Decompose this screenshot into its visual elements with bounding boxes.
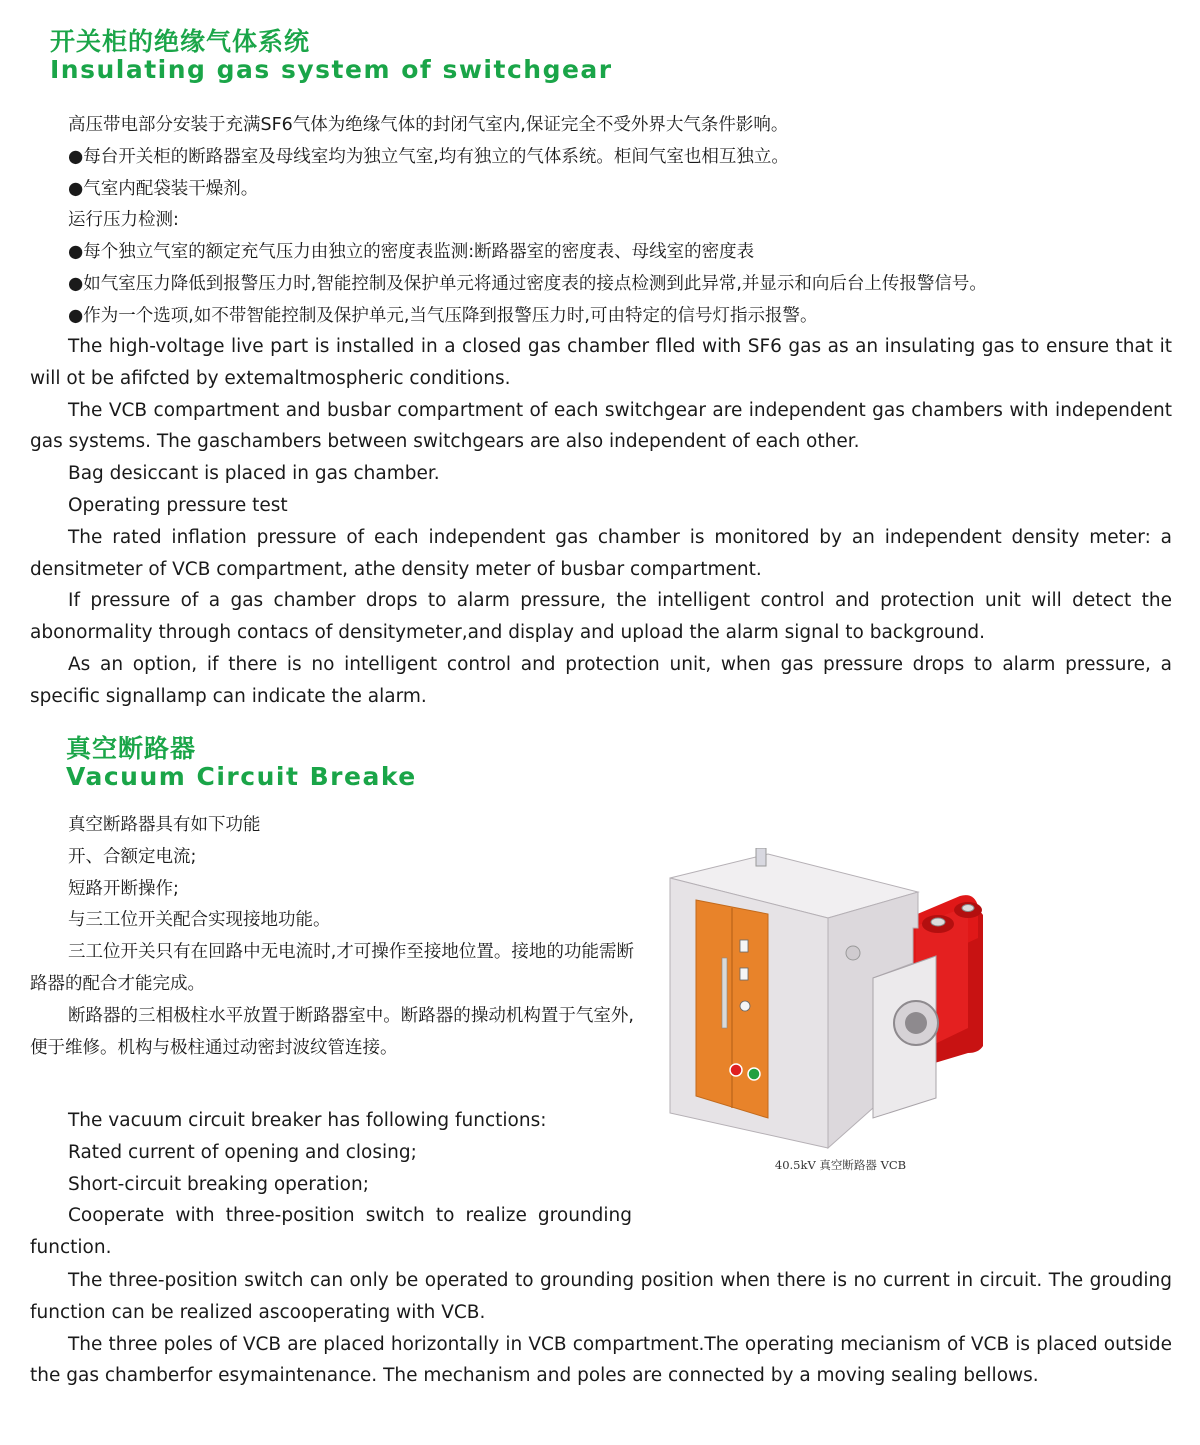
paragraph: Cooperate with three-position switch to realize grounding function.: [30, 1205, 632, 1259]
text-line: 短路开断操作;: [68, 878, 179, 899]
text-line: 断路器的三相极柱水平放置于断路器室中。断路器的操动机构置于气室外,便于维修。机构与极柱通过动密封波纹管连接。: [30, 1005, 634, 1058]
paragraph: The VCB compartment and busbar compartment of each switchgear are independent gas chambers with independent gas systems. The gaschambers between switchgears are also independent of each other.: [30, 399, 1172, 453]
paragraph: The three poles of VCB are placed horizontally in VCB compartment.The operating mecianism of VCB is placed outside the gas chamberfor esymaintenance. The mechanism and poles are connected by a moving sealing bellows.: [30, 1333, 1172, 1387]
paragraph: Operating pressure test: [68, 494, 288, 516]
paragraph: Bag desiccant is placed in gas chamber.: [68, 463, 440, 485]
figure-caption: 40.5kV 真空断路器 VCB: [774, 1158, 907, 1172]
paragraph: The rated inflation pressure of each independent gas chamber is monitored by an independent density meter: a densitmeter of VCB compartment, athe density meter of busbar compartment.: [30, 526, 1172, 580]
vcb-product-image: [668, 848, 983, 1150]
bullet-line: ●每台开关柜的断路器室及母线室均为独立气室,均有独立的气体系统。柜间气室也相互独立。: [68, 146, 789, 167]
text-line: 开、合额定电流;: [68, 846, 197, 867]
section-title-en: Vacuum Circuit Breake: [66, 762, 417, 791]
text-line: 高压带电部分安装于充满SF6气体为绝缘气体的封闭气室内,保证完全不受外界大气条件影响。: [68, 115, 789, 135]
paragraph: If pressure of a gas chamber drops to alarm pressure, the intelligent control and protection unit will detect the abonormality through contacs of densitymeter,and display and upload the alarm signal to background.: [30, 590, 1172, 644]
section-title-en: Insulating gas system of switchgear: [50, 55, 613, 84]
paragraph: Rated current of opening and closing;: [68, 1141, 417, 1163]
bullet-line: ●作为一个选项,如不带智能控制及保护单元,当气压降到报警压力时,可由特定的信号灯指示报警。: [68, 305, 818, 326]
bullet-line: ●每个独立气室的额定充气压力由独立的密度表监测:断路器室的密度表、母线室的密度表: [68, 242, 755, 263]
bullet-line: ●气室内配袋装干燥剂。: [68, 178, 259, 199]
paragraph: The high-voltage live part is installed in a closed gas chamber flled with SF6 gas as an insulating gas to ensure that it will ot be afifcted by extemaltmospheric conditions.: [30, 336, 1172, 389]
vcb-en-text-wide: [30, 1265, 1172, 1392]
bullet-line: ●如气室压力降低到报警压力时,智能控制及保护单元将通过密度表的接点检测到此异常,并显示和向后台上传报警信号。: [68, 273, 987, 294]
text-line: 与三工位开关配合实现接地功能。: [68, 910, 331, 931]
orange-front-panel: [696, 900, 768, 1118]
vcb-en-text-narrow: [30, 1105, 632, 1264]
text-line: 运行压力检测:: [68, 210, 179, 231]
text-line: 真空断路器具有如下功能: [68, 815, 261, 835]
section-title-zh: 开关柜的绝缘气体系统: [50, 27, 311, 56]
paragraph: As an option, if there is no intelligent control and protection unit, when gas pressure drops to alarm pressure, a specific signallamp can indicate the alarm.: [30, 653, 1172, 707]
gas-system-en-text: [30, 331, 1172, 713]
section-title-zh: 真空断路器: [66, 734, 197, 763]
section-heading-gas-system: [50, 28, 613, 84]
vcb-zh-text: [30, 810, 634, 1064]
paragraph: The three-position switch can only be operated to grounding position when there is no current in circuit. The grouding function can be realized ascooperating with VCB.: [30, 1270, 1172, 1323]
paragraph: Short-circuit breaking operation;: [68, 1173, 369, 1195]
paragraph: The vacuum circuit breaker has following functions:: [68, 1110, 547, 1131]
section-heading-vcb: [66, 735, 417, 791]
text-line: 三工位开关只有在回路中无电流时,才可操作至接地位置。接地的功能需断路器的配合才能完成。: [30, 942, 634, 994]
gas-system-zh-text: [30, 110, 1172, 333]
